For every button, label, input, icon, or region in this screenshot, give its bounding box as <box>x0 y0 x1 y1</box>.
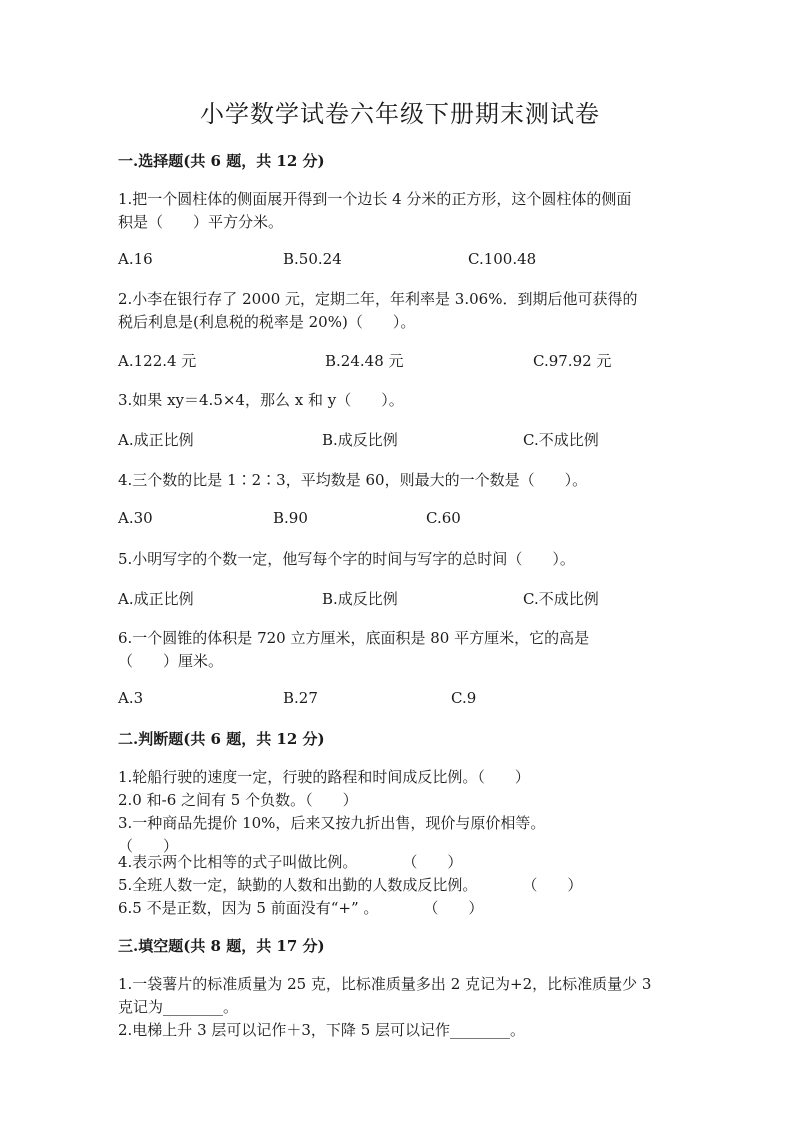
question-line: 税后利息是(利息税的税率是 20%)（ ）。 <box>118 313 416 331</box>
section-heading-judgment: 二.判断题(共 6 题，共 12 分) <box>118 730 325 748</box>
judgment-line: 1.轮船行驶的速度一定，行驶的路程和时间成反比例。（ ） <box>118 768 530 786</box>
option-a: A.122.4 元 <box>118 352 197 370</box>
judgment-line: 2.0 和-6 之间有 5 个负数。（ ） <box>118 791 358 809</box>
question-line: 2.小李在银行存了 2000 元，定期二年，年利率是 3.06%．到期后他可获得的 <box>118 290 638 308</box>
judgment-line: 4.表示两个比相等的式子叫做比例。 （ ） <box>118 853 463 871</box>
judgment-line: 5.全班人数一定，缺勤的人数和出勤的人数成反比例。 （ ） <box>118 876 583 894</box>
question-line: 3.如果 xy＝4.5×4，那么 x 和 y（ ）。 <box>118 391 404 409</box>
option-c: C.97.92 元 <box>533 352 612 370</box>
fill-line: 2.电梯上升 3 层可以记作＋3，下降 5 层可以记作________。 <box>118 1021 526 1039</box>
option-a: A.成正比例 <box>118 590 194 608</box>
judgment-line: 6.5 不是正数，因为 5 前面没有“+” 。 （ ） <box>118 899 484 917</box>
option-c: C.9 <box>451 689 477 707</box>
question-line: 1.把一个圆柱体的侧面展开得到一个边长 4 分米的正方形，这个圆柱体的侧面 <box>118 190 632 208</box>
question-line: （ ）厘米。 <box>118 652 224 670</box>
option-b: B.27 <box>283 689 318 707</box>
option-a: A.成正比例 <box>118 431 194 449</box>
judgment-line: 3.一种商品先提价 10%，后来又按九折出售，现价与原价相等。 <box>118 814 546 832</box>
section-heading-fill: 三.填空题(共 8 题，共 17 分) <box>118 937 325 955</box>
section-heading-choice: 一.选择题(共 6 题，共 12 分) <box>118 152 325 170</box>
option-a: A.16 <box>118 250 153 268</box>
question-line: 5.小明写字的个数一定，他写每个字的时间与写字的总时间（ ）。 <box>118 550 575 568</box>
question-line: 积是（ ）平方分米。 <box>118 213 284 231</box>
fill-line: 1.一袋薯片的标准质量为 25 克，比标准质量多出 2 克记为+2，比标准质量少 3 <box>118 975 652 993</box>
option-b: B.24.48 元 <box>325 352 404 370</box>
judgment-line: （ ） <box>118 837 179 855</box>
option-b: B.成反比例 <box>322 590 398 608</box>
option-c: C.100.48 <box>468 250 537 268</box>
option-a: A.3 <box>118 689 144 707</box>
page-title: 小学数学试卷六年级下册期末测试卷 <box>200 100 600 128</box>
option-c: C.不成比例 <box>523 590 599 608</box>
option-b: B.成反比例 <box>322 431 398 449</box>
option-b: B.90 <box>273 509 308 527</box>
option-a: A.30 <box>118 509 153 527</box>
option-c: C.不成比例 <box>523 431 599 449</box>
option-c: C.60 <box>426 509 461 527</box>
question-line: 6.一个圆锥的体积是 720 立方厘米，底面积是 80 平方厘米，它的高是 <box>118 629 590 647</box>
fill-line: 克记为________。 <box>118 998 239 1016</box>
option-b: B.50.24 <box>283 250 342 268</box>
question-line: 4.三个数的比是 1∶2∶3，平均数是 60，则最大的一个数是（ ）。 <box>118 471 588 489</box>
